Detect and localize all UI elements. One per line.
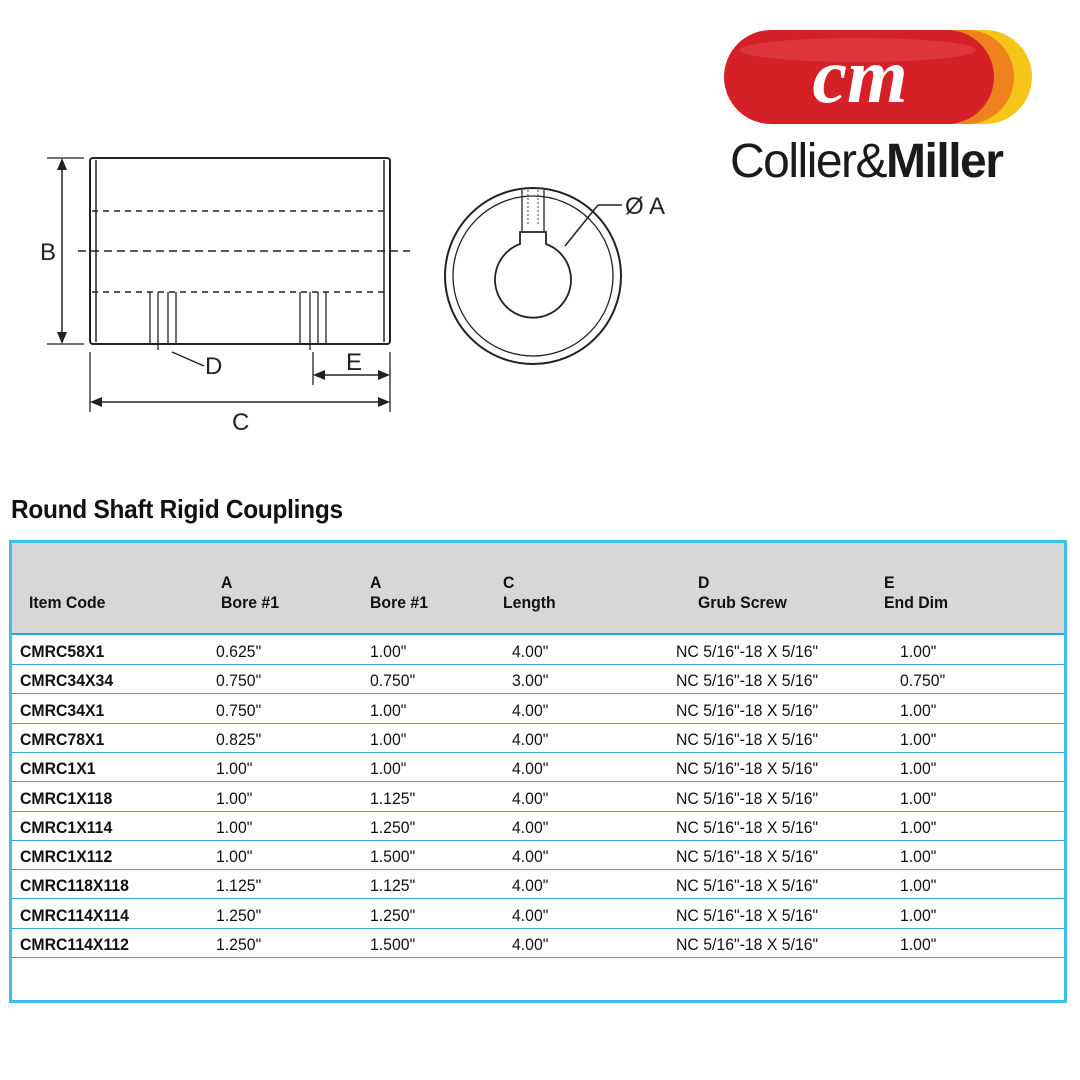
header-letter: A xyxy=(221,573,233,592)
table-cell: NC 5/16"-18 X 5/16" xyxy=(676,817,819,837)
table-cell: NC 5/16"-18 X 5/16" xyxy=(676,788,819,808)
header-bore-2 xyxy=(370,573,428,613)
table-row xyxy=(12,811,1064,841)
header-label: Bore #1 xyxy=(370,593,429,612)
table-cell: 1.00" xyxy=(900,935,937,954)
table-cell: 4.00" xyxy=(512,876,549,896)
header-letter: C xyxy=(503,573,515,592)
coupling-end-view xyxy=(445,188,621,364)
table-cell: 0.750" xyxy=(216,671,262,691)
table-cell: 1.00" xyxy=(216,817,253,837)
couplings-table xyxy=(9,540,1067,1003)
table-cell: 1.250" xyxy=(370,817,416,837)
table-cell: NC 5/16"-18 X 5/16" xyxy=(676,847,819,867)
table-cell: NC 5/16"-18 X 5/16" xyxy=(676,876,819,896)
table-cell: 1.00" xyxy=(900,876,937,896)
table-cell: 4.00" xyxy=(512,729,549,749)
logo-wordmark xyxy=(730,134,1002,189)
collier-miller-logo xyxy=(718,22,1048,192)
table-row xyxy=(12,869,1064,899)
item-code-cell: CMRC114X114 xyxy=(20,905,129,925)
header-label: Bore #1 xyxy=(221,593,280,612)
table-cell: 1.00" xyxy=(370,729,407,749)
table-cell: 1.00" xyxy=(216,847,253,867)
table-cell: NC 5/16"-18 X 5/16" xyxy=(676,935,819,954)
table-cell: 4.00" xyxy=(512,642,549,661)
table-cell: 1.00" xyxy=(900,817,937,837)
table-cell: NC 5/16"-18 X 5/16" xyxy=(676,700,819,720)
header-label: Grub Screw xyxy=(698,593,787,612)
cm-logo-badge xyxy=(718,22,1048,132)
item-code-cell: CMRC1X1 xyxy=(20,759,96,779)
table-cell: NC 5/16"-18 X 5/16" xyxy=(676,671,819,691)
item-code-cell: CMRC114X112 xyxy=(20,935,129,954)
cm-monogram: cm xyxy=(812,32,908,119)
table-cell: 1.250" xyxy=(370,905,416,925)
header-item-code xyxy=(29,593,105,613)
table-cell: NC 5/16"-18 X 5/16" xyxy=(676,729,819,749)
table-cell: 1.00" xyxy=(216,788,253,808)
table-cell: 1.125" xyxy=(216,876,262,896)
table-cell: 1.00" xyxy=(900,847,937,867)
header-letter: D xyxy=(698,573,710,592)
table-cell: 1.00" xyxy=(900,905,937,925)
header-length xyxy=(503,573,556,613)
table-cell: 1.500" xyxy=(370,847,416,867)
table-cell: 1.00" xyxy=(370,700,407,720)
label-e: E xyxy=(346,349,363,376)
item-code-cell: CMRC1X114 xyxy=(20,817,113,837)
table-cell: 4.00" xyxy=(512,759,549,779)
header-label: Length xyxy=(503,593,556,612)
table-header xyxy=(12,543,1064,635)
table-row xyxy=(12,928,1064,958)
header-bore-1 xyxy=(221,573,279,613)
table-row xyxy=(12,635,1064,665)
table-cell: NC 5/16"-18 X 5/16" xyxy=(676,905,819,925)
table-cell: 1.125" xyxy=(370,788,416,808)
item-code-cell: CMRC118X118 xyxy=(20,876,129,896)
table-cell: 4.00" xyxy=(512,788,549,808)
table-row xyxy=(12,782,1064,812)
label-d: D xyxy=(205,353,223,380)
item-code-cell: CMRC34X34 xyxy=(20,671,114,691)
label-c: C xyxy=(232,409,250,436)
table-cell: 1.500" xyxy=(370,935,416,954)
wordmark-collier: Collier& xyxy=(730,135,887,188)
table-cell: 4.00" xyxy=(512,700,549,720)
table-cell: NC 5/16"-18 X 5/16" xyxy=(676,642,819,661)
table-cell: 1.00" xyxy=(900,729,937,749)
keyway-bore xyxy=(495,232,571,318)
label-b: B xyxy=(40,239,57,266)
table-cell: 3.00" xyxy=(512,671,549,691)
table-cell: 4.00" xyxy=(512,817,549,837)
table-cell: 1.00" xyxy=(370,642,407,661)
table-cell: 0.825" xyxy=(216,729,262,749)
table-cell: 1.00" xyxy=(370,759,407,779)
table-cell: 1.00" xyxy=(900,788,937,808)
header-letter: A xyxy=(370,573,382,592)
table-cell: NC 5/16"-18 X 5/16" xyxy=(676,759,819,779)
page-title: Round Shaft Rigid Couplings xyxy=(11,494,343,524)
label-a: Ø A xyxy=(625,193,666,220)
header-end-dim xyxy=(884,573,948,613)
table-cell: 1.250" xyxy=(216,935,262,954)
item-code-cell: CMRC78X1 xyxy=(20,729,105,749)
header-label: End Dim xyxy=(884,593,949,612)
table-row xyxy=(12,752,1064,782)
table-cell: 1.00" xyxy=(900,759,937,779)
table-cell: 0.625" xyxy=(216,642,262,661)
table-row xyxy=(12,664,1064,694)
header-letter: E xyxy=(884,573,895,592)
table-cell: 1.00" xyxy=(900,700,937,720)
table-row xyxy=(12,840,1064,870)
table-cell: 1.125" xyxy=(370,876,416,896)
table-row xyxy=(12,723,1064,753)
table-cell: 0.750" xyxy=(900,671,946,691)
table-cell: 1.250" xyxy=(216,905,262,925)
table-cell: 1.00" xyxy=(900,642,937,661)
coupling-drawing xyxy=(0,0,700,460)
table-cell: 0.750" xyxy=(216,700,262,720)
table-cell: 1.00" xyxy=(216,759,253,779)
table-row xyxy=(12,694,1064,724)
item-code-cell: CMRC1X112 xyxy=(20,847,113,867)
table-cell: 4.00" xyxy=(512,905,549,925)
item-code-cell: CMRC58X1 xyxy=(20,642,105,661)
item-code-cell: CMRC1X118 xyxy=(20,788,113,808)
header-grub-screw xyxy=(698,573,787,613)
table-cell: 4.00" xyxy=(512,847,549,867)
table-cell: 0.750" xyxy=(370,671,416,691)
header-label: Item Code xyxy=(29,593,106,612)
wordmark-miller: Miller xyxy=(886,135,1003,188)
item-code-cell: CMRC34X1 xyxy=(20,700,105,720)
table-row xyxy=(12,899,1064,929)
table-cell: 4.00" xyxy=(512,935,549,954)
